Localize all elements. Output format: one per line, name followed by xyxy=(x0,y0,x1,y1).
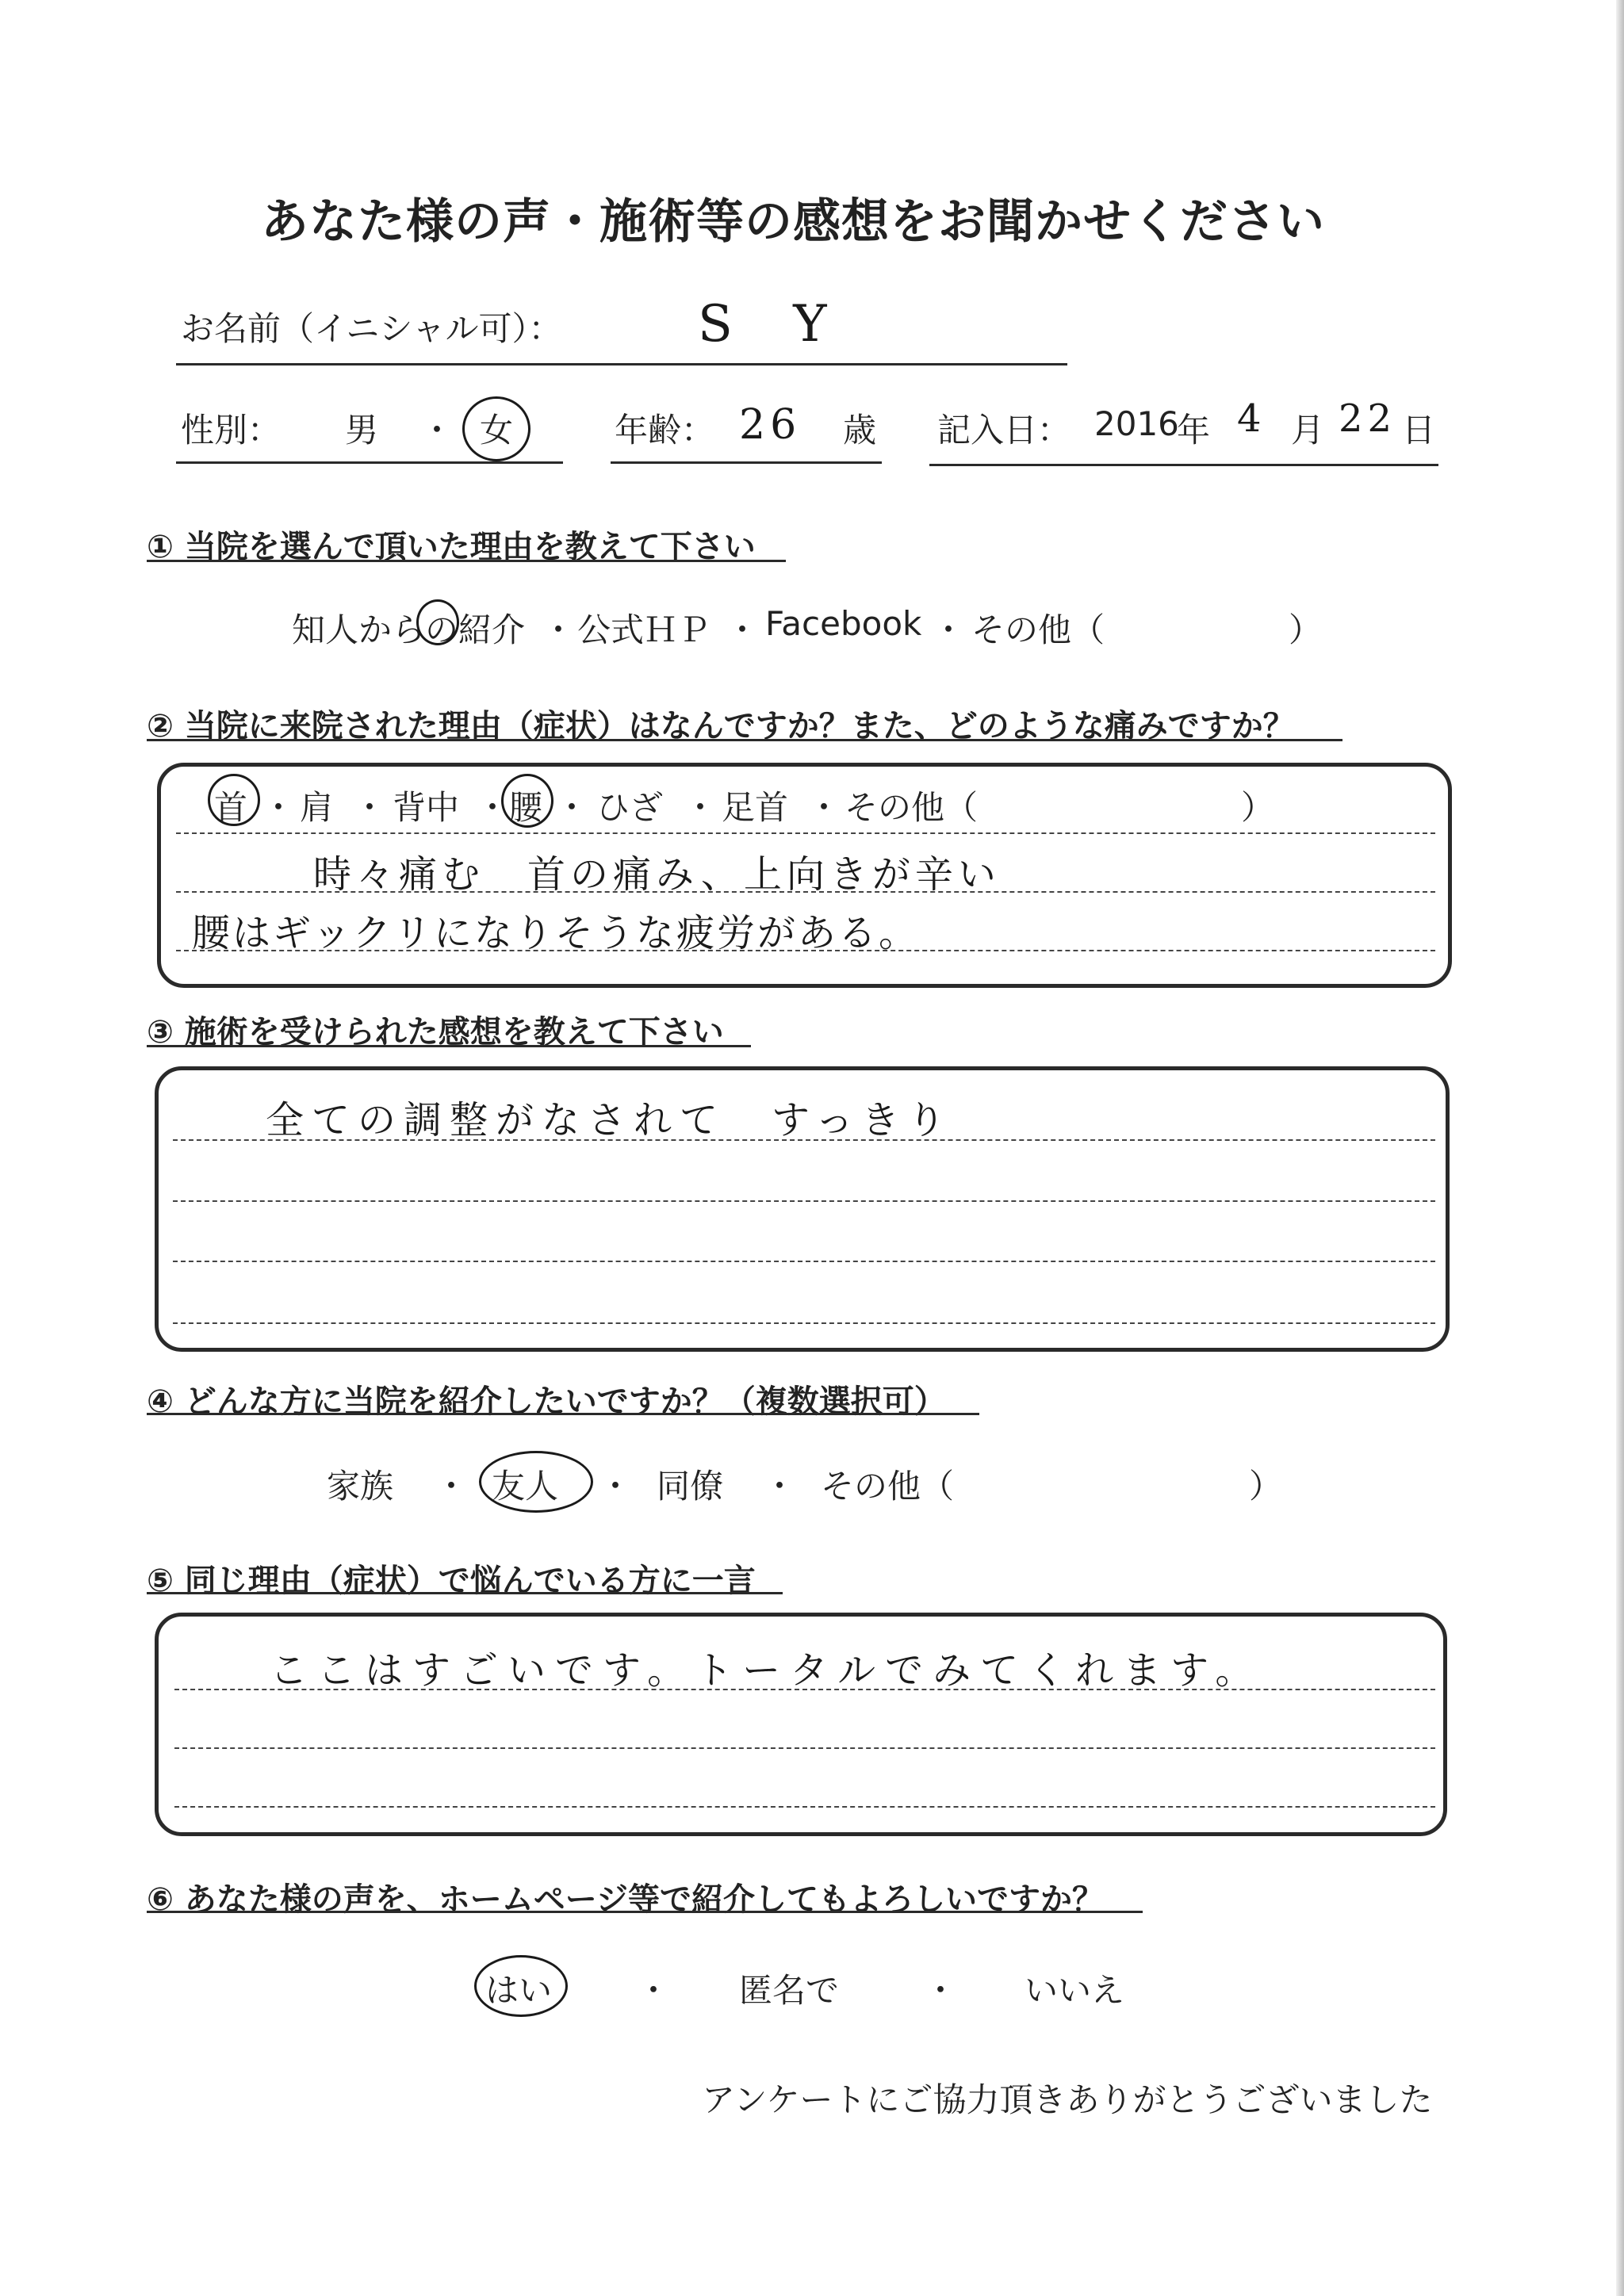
q3-underline xyxy=(147,1045,751,1047)
q6-option-anonymous[interactable]: 匿名で xyxy=(739,1971,840,2010)
q6-underline xyxy=(147,1911,1143,1913)
q2-line xyxy=(176,832,1435,834)
gender-underline xyxy=(176,461,563,464)
q1-underline xyxy=(147,560,786,562)
q2-separator: ・ xyxy=(262,788,296,827)
entry-date-month[interactable]: 4 xyxy=(1237,396,1266,441)
gender-male[interactable]: 男 xyxy=(345,411,379,450)
paper-edge xyxy=(1616,0,1624,2296)
gender-female[interactable]: 女 xyxy=(480,411,514,450)
age-label: 年齢： xyxy=(615,411,715,450)
q1-separator: ・ xyxy=(542,610,576,649)
q4-separator: ・ xyxy=(763,1467,797,1506)
q1-selected-circle xyxy=(416,599,459,645)
q1-close-paren: ） xyxy=(1289,610,1323,649)
q2-separator: ・ xyxy=(476,788,510,827)
age-unit: 歳 xyxy=(843,411,877,450)
q5-line xyxy=(174,1689,1435,1690)
footer-thanks: アンケートにご協力頂きありがとうございました xyxy=(702,2080,1433,2119)
q4-option-family[interactable]: 家族 xyxy=(327,1467,394,1506)
q6-question: ⑥ あなた様の声を、ホームページ等で紹介してもよろしいですか？ xyxy=(147,1881,1104,1918)
q2-separator: ・ xyxy=(555,788,589,827)
entry-date-label: 記入日： xyxy=(937,411,1071,450)
q2-option-waist[interactable]: 腰 xyxy=(509,788,543,827)
q4-separator: ・ xyxy=(599,1467,633,1506)
q4-underline xyxy=(147,1413,979,1415)
q1-option-facebook[interactable]: Facebook xyxy=(765,604,922,643)
q5-question: ⑤ 同じ理由（症状）で悩んでいる方に一言 xyxy=(147,1563,756,1599)
q4-option-other[interactable]: その他（ xyxy=(821,1467,955,1506)
q2-line xyxy=(176,950,1435,951)
gender-selected-circle xyxy=(462,396,530,461)
entry-date-year-unit: 年 xyxy=(1177,411,1211,450)
entry-date-day[interactable]: 22 xyxy=(1339,396,1397,441)
q5-line xyxy=(174,1806,1435,1808)
q2-option-neck[interactable]: 首 xyxy=(214,788,248,827)
q3-line xyxy=(173,1139,1435,1141)
q1-option-referral[interactable]: 知人からの紹介 xyxy=(292,610,526,649)
q2-separator: ・ xyxy=(807,788,841,827)
q1-question: ① 当院を選んで頂いた理由を教えて下さい xyxy=(147,529,756,565)
name-underline xyxy=(176,363,1067,365)
q4-question: ④ どんな方に当院を紹介したいですか？（複数選択可） xyxy=(147,1383,946,1420)
q4-option-colleague[interactable]: 同僚 xyxy=(657,1467,724,1506)
q2-line xyxy=(176,891,1435,893)
q2-question: ② 当院に来院された理由（症状）はなんですか？また、どのような痛みですか？ xyxy=(147,708,1295,744)
q2-answer-line: 時々痛む 首の痛み、上向きが辛い xyxy=(313,852,1001,897)
q3-line xyxy=(173,1261,1435,1262)
name-label: お名前（イニシャル可）： xyxy=(181,309,562,348)
q2-option-other[interactable]: その他（ xyxy=(845,788,979,827)
q6-separator: ・ xyxy=(924,1971,958,2010)
q2-close-paren: ） xyxy=(1241,788,1275,827)
q1-option-website[interactable]: 公式ＨＰ xyxy=(577,610,711,649)
q2-option-back[interactable]: 背中 xyxy=(393,788,460,827)
q2-option-ankle[interactable]: 足首 xyxy=(722,788,789,827)
q3-question: ③ 施術を受けられた感想を教えて下さい xyxy=(147,1014,724,1050)
q1-separator: ・ xyxy=(726,610,760,649)
age-value[interactable]: 26 xyxy=(739,401,802,449)
entry-date-month-unit: 月 xyxy=(1291,411,1325,450)
q3-line xyxy=(173,1200,1435,1202)
gender-label: 性別： xyxy=(181,411,282,450)
q4-separator: ・ xyxy=(435,1467,469,1506)
entry-date-year[interactable]: 2016 xyxy=(1094,404,1179,443)
q5-answer-line: ここはすごいです。トータルでみてくれます。 xyxy=(270,1648,1263,1693)
q4-selected-circle xyxy=(479,1451,593,1513)
q2-selected-circle-waist xyxy=(501,774,553,828)
q1-option-other[interactable]: その他（ xyxy=(971,610,1105,649)
q2-underline xyxy=(147,739,1342,741)
q3-answer-line: 全ての調整がなされて すっきり xyxy=(266,1098,954,1142)
q6-option-yes[interactable]: はい xyxy=(485,1971,553,2010)
q3-line xyxy=(173,1322,1435,1324)
q2-selected-circle-neck xyxy=(208,774,260,826)
q4-close-paren: ） xyxy=(1249,1467,1283,1506)
q6-option-no[interactable]: いいえ xyxy=(1025,1971,1125,2010)
q4-option-friend[interactable]: 友人 xyxy=(492,1467,559,1506)
q5-line xyxy=(174,1747,1435,1749)
q5-underline xyxy=(147,1592,783,1594)
q2-separator: ・ xyxy=(353,788,387,827)
q1-separator: ・ xyxy=(932,610,966,649)
gender-separator: ・ xyxy=(420,411,454,450)
age-underline xyxy=(611,461,882,464)
entry-date-underline xyxy=(929,464,1438,466)
q6-selected-circle xyxy=(474,1955,568,2017)
name-value[interactable]: S Y xyxy=(698,295,849,354)
entry-date-day-unit: 日 xyxy=(1402,411,1436,450)
q2-answer-line: 腰はギックリになりそうな疲労がある。 xyxy=(192,911,920,955)
q2-option-shoulder[interactable]: 肩 xyxy=(300,788,334,827)
form-title: あなた様の声・施術等の感想をお聞かせください xyxy=(261,194,1325,250)
q2-option-knee[interactable]: ひざ xyxy=(596,788,664,827)
q2-separator: ・ xyxy=(684,788,718,827)
q6-separator: ・ xyxy=(637,1971,671,2010)
